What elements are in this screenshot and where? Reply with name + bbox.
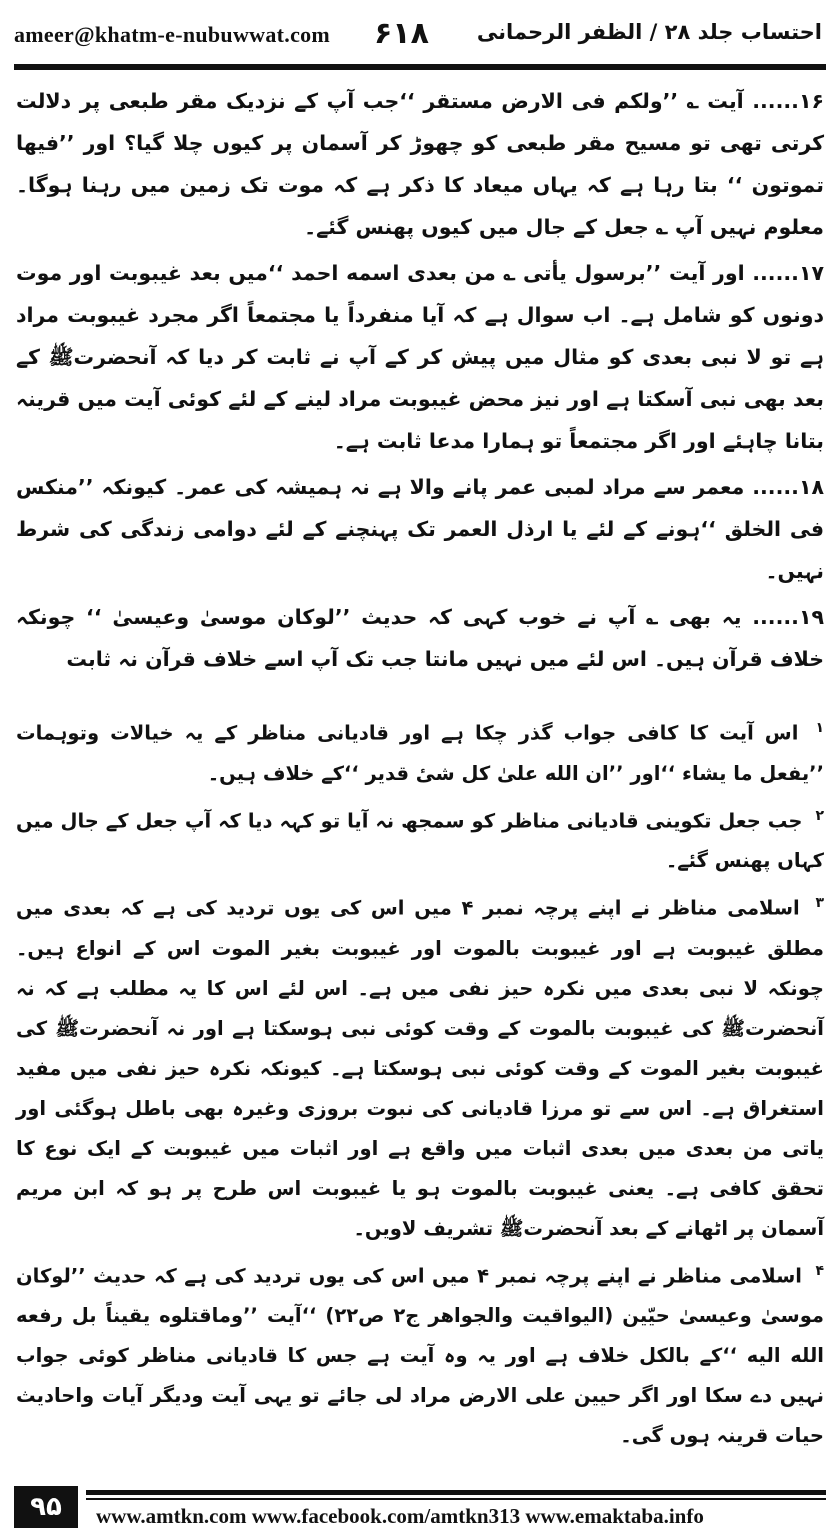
paragraph-text: آیت ؎ ’’ولکم فی الارض مستقر ‘‘جب آپ کے نزدیک مقر طبعی پر دلالت کرتی تھی تو مسیح مقر طبعی کو چھوڑ کر آسمان پر کیوں چلا گیا؟ اور ’’فیھا تموتون ‘‘ بتا رہا ہے کہ یہاں میعاد کا ذکر ہے کہ موت تک زمین میں رہنا ہوگا۔ معلوم نہیں آپ ؎ جعل کے جال میں کیوں پھنس گئے۔ <box>16 89 824 239</box>
footnote-text: جب جعل تکوینی قادیانی مناظر کو سمجھ نہ آیا تو کہہ دیا کہ آپ جعل کے جال میں کہاں پھنس گئے۔ <box>16 809 824 872</box>
paragraph-text: معمر سے مراد لمبی عمر پانے والا ہے نہ ہمیشہ کی عمر۔ کیونکہ ’’منکس فی الخلق ‘‘ہونے کے لئے یا ارذل العمر تک پہنچنے کے لئے دوامی زندگی کی شرط نہیں۔ <box>16 475 824 583</box>
footnote-separator <box>16 684 824 708</box>
paragraph-18 <box>16 466 824 592</box>
footnote-mark: ۳ <box>815 895 824 911</box>
header-book-title: احتساب جلد ۲۸ / الظفر الرحمانی <box>476 20 822 44</box>
page-header <box>14 10 826 62</box>
header-page-number: ۶۱۸ <box>374 16 429 51</box>
paragraph-number: ۱۹...... <box>752 605 824 629</box>
footnote-text: اسلامی مناظر نے اپنے پرچہ نمبر ۴ میں اس کی یوں تردید کی ہے کہ بعدی میں مطلق غیبوبت ہے اور غیبوبت بالموت اور غیبوبت بغیر الموت اس کے انواع ہیں۔ چونکہ لا نبی بعدی میں نکرہ حیز نفی میں ہے۔ اس لئے اس کا یہ مطلب ہے کہ نہ آنحضرتﷺ کی غیبوبت بالموت کے وقت کوئی نبی ہوسکتا ہے اور نہ آنحضرتﷺ کی غیبوبت بغیر الموت کے وقت کوئی نبی ہوسکتا ہے۔ کیونکہ نکرہ حیز نفی میں مفید استغراق ہے۔ اس سے تو مرزا قادیانی کی نبوت بروزی وغیرہ بھی باطل ہوگئی اور یاتی من بعدی میں بعدی اثبات میں واقع ہے اور اثبات میں غیبوبت کے ایک نوع کا تحقق کافی ہے۔ یعنی غیبوبت بالموت ہو یا غیبوبت اس طرح پر ہو کہ ابن مریم آسمان پر اٹھانے کے بعد آنحضرتﷺ تشریف لاویں۔ <box>16 896 824 1240</box>
footer-website-links[interactable]: www.amtkn.com www.facebook.com/amtkn313 www.emaktaba.info <box>96 1504 704 1528</box>
footnote-mark: ۱ <box>815 720 824 736</box>
page-footer <box>14 1486 826 1530</box>
paragraph-number: ۱۷...... <box>752 261 824 285</box>
header-rule <box>14 64 826 70</box>
paragraph-text: یہ بھی ؎ آپ نے خوب کہی کہ حدیث ’’لوکان موسیٰ وعیسیٰ ‘‘ چونکہ خلاف قرآن ہیں۔ اس لئے میں نہیں مانتا جب تک آپ اسے خلاف قرآن نہ ثابت <box>16 605 824 671</box>
paragraph-number: ۱۸...... <box>752 475 824 499</box>
footnote-2 <box>16 796 824 882</box>
footnote-4 <box>16 1251 824 1457</box>
header-email[interactable]: ameer@khatm-e-nubuwwat.com <box>14 22 331 47</box>
footnote-mark: ۴ <box>815 1262 824 1279</box>
footnote-mark: ۲ <box>815 807 824 824</box>
footer-page-number: ۹۵ <box>14 1486 78 1528</box>
paragraph-number: ۱۶...... <box>752 89 824 113</box>
footnote-text: اسلامی مناظر نے اپنے پرچہ نمبر ۴ میں اس کی یوں تردید کی ہے کہ حدیث ’’لوکان موسیٰ وعیسیٰ حیّین (الیواقیت والجواهر ج۲ ص۲۲) ‘‘آیت ’’وماقتلوه یقیناً بل رفعه الله الیه ‘‘کے بالکل خلاف ہے اور یہ وہ آیت ہے جس کا قادیانی مناظر کوئی جواب نہیں دے سکا اور اگر حیین علی الارض مراد لی جائے تو یہی آیت ودیگر آیات واحادیث حیات قرینہ ہوں گی۔ <box>16 1264 824 1447</box>
footer-rule-thick <box>86 1490 826 1495</box>
footnote-3 <box>16 883 824 1249</box>
paragraph-19 <box>16 596 824 680</box>
footer-rule-thin <box>86 1498 826 1500</box>
paragraph-text: اور آیت ’’برسول یأتی ؎ من بعدی اسمه احمد ‘‘میں بعد غیبوبت اور موت دونوں کو شامل ہے۔ اب سوال ہے کہ آیا منفرداً یا مجتمعاً اگر مجرد غیبوبت مراد ہے تو لا نبی بعدی کو مثال میں پیش کر کے آپ نے ثابت کر دیا کہ آنحضرتﷺ کے بعد بھی نبی آسکتا ہے اور نیز محض غیبوبت مراد لینے کے لئے کوئی آیت میں قرینہ بتانا چاہئے اور اگر مجتمعاً تو ہمارا مدعا ثابت ہے۔ <box>16 261 824 453</box>
paragraph-16 <box>16 80 824 248</box>
footnote-text: اس آیت کا کافی جواب گذر چکا ہے اور قادیانی مناظر کے یہ خیالات وتوہمات ’’یفعل ما یشاء ‘‘اور ’’ان الله علیٰ کل شیٔ قدیر ‘‘کے خلاف ہیں۔ <box>16 721 824 785</box>
page-body <box>16 80 824 1458</box>
footnote-1 <box>16 708 824 794</box>
paragraph-17 <box>16 252 824 462</box>
